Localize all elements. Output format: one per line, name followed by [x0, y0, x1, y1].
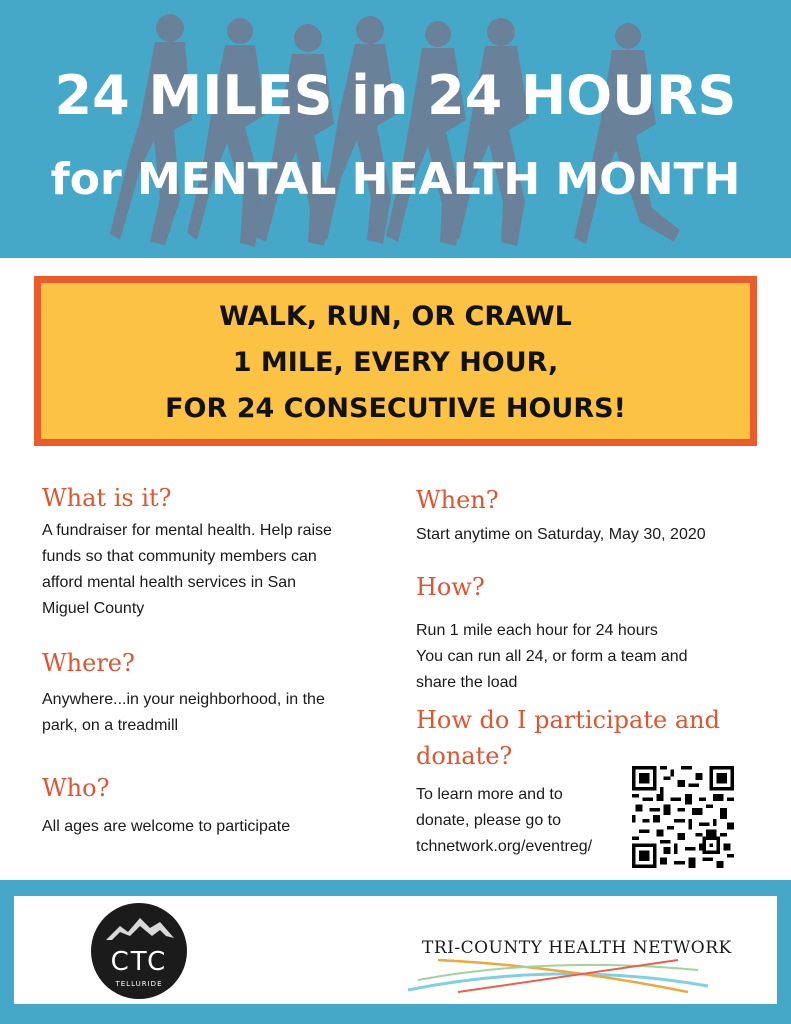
how-line-1: Run 1 mile each hour for 24 hours [416, 622, 658, 639]
tchn-logo-name[interactable]: TRI-COUNTY HEALTH NETWORK [422, 938, 732, 958]
ctc-logo-letters: CTC [110, 947, 168, 977]
what-heading: What is it? [42, 484, 172, 512]
how-heading: How? [416, 573, 485, 601]
where-line-2: park, on a treadmill [42, 717, 179, 734]
footer-logo-panel [14, 896, 777, 1004]
callout-line-2: 1 MILE, EVERY HOUR, [232, 347, 559, 378]
what-body [42, 518, 332, 622]
runners-silhouette-graphic [0, 0, 791, 258]
who-line-1: All ages are welcome to participate [42, 818, 291, 835]
participate-line-1: To learn more and to [416, 786, 563, 803]
what-line-2: funds so that community members can [42, 548, 317, 565]
how-body [416, 618, 688, 696]
how-line-2: You can run all 24, or form a team and [416, 648, 688, 665]
where-heading: Where? [42, 649, 135, 677]
what-line-4: Miguel County [42, 600, 145, 617]
callout-line-1: WALK, RUN, OR CRAWL [219, 301, 572, 332]
who-body [42, 814, 290, 840]
ctc-logo-sub: TELLURIDE [115, 980, 163, 988]
ctc-telluride-logo[interactable] [90, 902, 188, 1000]
footer-band [0, 880, 791, 1024]
when-heading: When? [416, 486, 499, 514]
title-line-1: 24 MILES in 24 HOURS [54, 64, 737, 127]
what-line-1: A fundraiser for mental health. Help raise [42, 522, 332, 539]
callout-box [34, 276, 757, 446]
header-banner [0, 0, 791, 258]
tchn-swoosh-graphic [398, 956, 718, 996]
when-body [416, 522, 706, 548]
title-line-2: for MENTAL HEALTH MONTH [50, 154, 741, 205]
participate-line-2: donate, please go to [416, 812, 562, 829]
participate-heading-line-2: donate? [416, 742, 513, 770]
participate-body [416, 782, 592, 860]
participate-heading-line-1: How do I participate and [416, 706, 720, 734]
qr-code-icon[interactable] [632, 766, 734, 868]
how-line-3: share the load [416, 674, 518, 691]
where-body [42, 687, 325, 739]
participate-url[interactable]: tchnetwork.org/eventreg/ [416, 838, 593, 855]
who-heading: Who? [42, 774, 110, 802]
callout-line-3: FOR 24 CONSECUTIVE HOURS! [165, 393, 626, 424]
when-line-1: Start anytime on Saturday, May 30, 2020 [416, 526, 706, 543]
what-line-3: afford mental health services in San [42, 574, 297, 591]
where-line-1: Anywhere...in your neighborhood, in the [42, 691, 325, 708]
